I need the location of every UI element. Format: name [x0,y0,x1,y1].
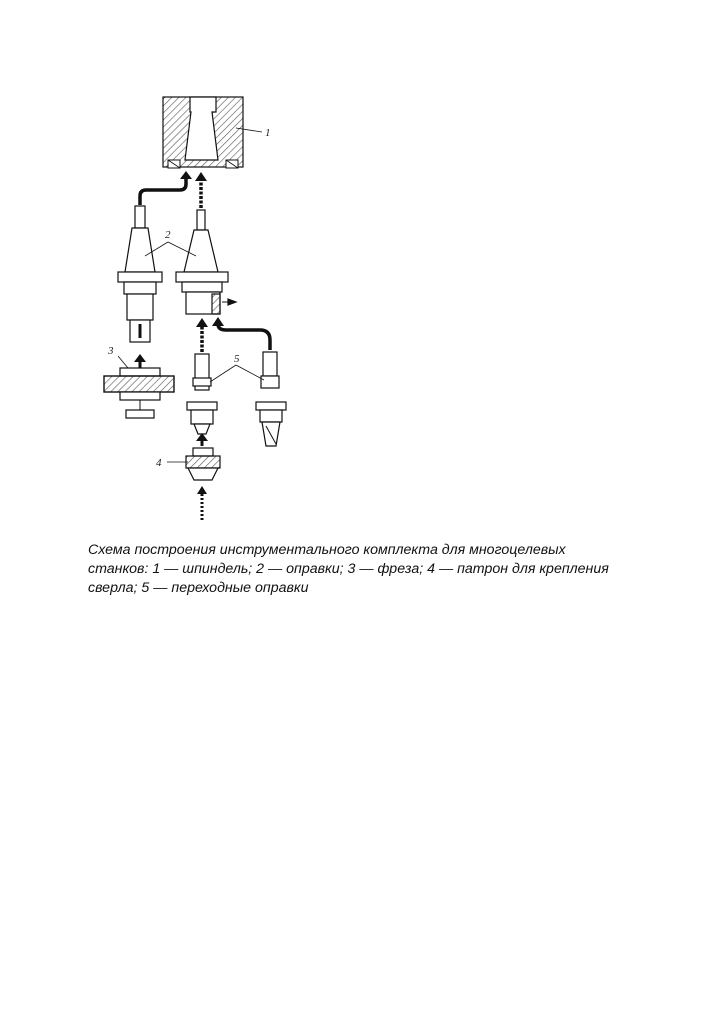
arbor-right [176,210,236,314]
spindle [163,97,262,168]
caption-line: сверла; 5 — переходные оправки [88,580,309,596]
label-adapters: 5 [234,353,240,365]
label-spindle: 1 [265,127,271,139]
drill [197,486,207,520]
arrows-to-spindle [140,171,207,208]
arbor-left [118,206,162,342]
caption-line: станков: 1 — шпиндель; 2 — оправки; 3 — фреза; 4 — патрон для крепления [88,561,609,577]
arrows-to-arbor [196,317,270,352]
adapter-right [256,352,286,446]
adapter-left [187,354,217,434]
figure-caption [88,541,648,598]
arrow-to-adapter [196,433,208,446]
label-chuck: 4 [156,457,162,469]
milling-cutter [104,354,174,418]
caption-line: Схема построения инструментального комплекта для многоцелевых [88,542,566,558]
label-mill: 3 [108,345,114,357]
label-arbors: 2 [165,229,171,241]
drill-chuck [186,448,220,480]
